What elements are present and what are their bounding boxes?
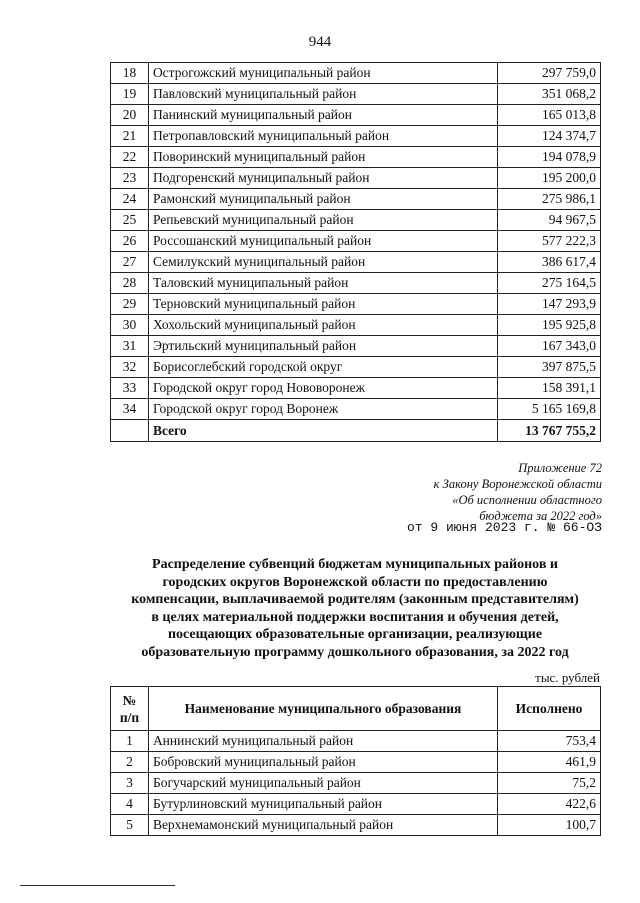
row-number: 26 (111, 231, 149, 252)
heading-line: образовательную программу дошкольного образования, за 2022 год (141, 644, 569, 660)
table-header-row (111, 687, 601, 731)
row-name: Семилукский муниципальный район (148, 252, 497, 273)
appendix-line: Приложение 72 (518, 461, 602, 475)
compensation-table (110, 686, 601, 836)
row-number: 23 (111, 168, 149, 189)
row-name: Рамонский муниципальный район (148, 189, 497, 210)
subsidy-table-continued (110, 62, 601, 442)
row-number: 33 (111, 378, 149, 399)
row-number: 25 (111, 210, 149, 231)
table-row (111, 357, 601, 378)
table-row (111, 63, 601, 84)
heading-line: в целях материальной поддержки воспитания и обучения детей, (151, 609, 559, 625)
total-number-cell (111, 420, 149, 442)
header-number-line1: № (122, 692, 137, 708)
row-value: 386 617,4 (498, 252, 601, 273)
row-name: Подгоренский муниципальный район (148, 168, 497, 189)
row-name: Эртильский муниципальный район (148, 336, 497, 357)
row-number: 30 (111, 315, 149, 336)
row-number: 21 (111, 126, 149, 147)
row-value: 94 967,5 (498, 210, 601, 231)
row-name: Россошанский муниципальный район (148, 231, 497, 252)
row-value: 147 293,9 (498, 294, 601, 315)
row-number: 28 (111, 273, 149, 294)
table1-body (111, 63, 601, 420)
row-number: 27 (111, 252, 149, 273)
row-name: Богучарский муниципальный район (148, 773, 497, 794)
total-value: 13 767 755,2 (498, 420, 601, 442)
appendix-note (434, 460, 602, 524)
row-number: 29 (111, 294, 149, 315)
row-value: 124 374,7 (498, 126, 601, 147)
row-value: 5 165 169,8 (498, 399, 601, 420)
row-name: Аннинский муниципальный район (148, 731, 497, 752)
table-row (111, 210, 601, 231)
header-name: Наименование муниципального образования (148, 687, 497, 731)
row-value: 275 164,5 (498, 273, 601, 294)
appendix-line: «Об исполнении областного (452, 493, 602, 507)
row-name: Верхнемамонский муниципальный район (148, 815, 497, 836)
row-name: Хохольский муниципальный район (148, 315, 497, 336)
row-value: 422,6 (498, 794, 601, 815)
table-row (111, 378, 601, 399)
row-number: 24 (111, 189, 149, 210)
row-value: 194 078,9 (498, 147, 601, 168)
row-value: 461,9 (498, 752, 601, 773)
row-name: Острогожский муниципальный район (148, 63, 497, 84)
table-row (111, 126, 601, 147)
row-number: 20 (111, 105, 149, 126)
row-number: 1 (111, 731, 149, 752)
table-row (111, 84, 601, 105)
row-name: Поворинский муниципальный район (148, 147, 497, 168)
row-name: Репьевский муниципальный район (148, 210, 497, 231)
header-number (111, 687, 149, 731)
row-value: 577 222,3 (498, 231, 601, 252)
table-row (111, 147, 601, 168)
row-name: Городской округ город Нововоронеж (148, 378, 497, 399)
total-label: Всего (148, 420, 497, 442)
table-row (111, 336, 601, 357)
table-row (111, 252, 601, 273)
table-row (111, 773, 601, 794)
heading-line: компенсации, выплачиваемой родителям (законным представителям) (131, 592, 579, 607)
row-name: Бутурлиновский муниципальный район (148, 794, 497, 815)
header-number-line2: п/п (119, 709, 140, 725)
row-name: Городской округ город Воронеж (148, 399, 497, 420)
row-value: 275 986,1 (498, 189, 601, 210)
header-value: Исполнено (498, 687, 601, 731)
row-name: Петропавловский муниципальный район (148, 126, 497, 147)
appendix-line: бюджета за 2022 год» (479, 509, 602, 523)
row-value: 158 391,1 (498, 378, 601, 399)
row-number: 2 (111, 752, 149, 773)
row-number: 31 (111, 336, 149, 357)
row-name: Бобровский муниципальный район (148, 752, 497, 773)
row-name: Терновский муниципальный район (148, 294, 497, 315)
row-number: 34 (111, 399, 149, 420)
footer-rule (20, 885, 175, 886)
appendix-line: к Закону Воронежской области (433, 477, 602, 491)
row-value: 75,2 (498, 773, 601, 794)
row-number: 22 (111, 147, 149, 168)
row-value: 167 343,0 (498, 336, 601, 357)
table-row (111, 315, 601, 336)
heading-line: посещающих образовательные организации, реализующие (167, 627, 543, 642)
table-row (111, 399, 601, 420)
table-row (111, 105, 601, 126)
table-row (111, 794, 601, 815)
page-number: 944 (308, 34, 332, 50)
row-number: 18 (111, 63, 149, 84)
table-row (111, 273, 601, 294)
row-name: Панинский муниципальный район (148, 105, 497, 126)
table-row (111, 231, 601, 252)
row-value: 297 759,0 (498, 63, 601, 84)
row-number: 4 (111, 794, 149, 815)
row-name: Павловский муниципальный район (148, 84, 497, 105)
row-value: 100,7 (498, 815, 601, 836)
units-label: тыс. рублей (535, 670, 600, 685)
table-row (111, 294, 601, 315)
row-value: 397 875,5 (498, 357, 601, 378)
decree-reference: от 9 июня 2023 г. № 66-ОЗ (406, 520, 602, 535)
row-number: 19 (111, 84, 149, 105)
row-value: 165 013,8 (498, 105, 601, 126)
table-row (111, 815, 601, 836)
row-value: 195 925,8 (498, 315, 601, 336)
table-row (111, 189, 601, 210)
heading-line: городских округов Воронежской области по предоставлению (162, 574, 548, 590)
row-name: Таловский муниципальный район (148, 273, 497, 294)
row-value: 753,4 (498, 731, 601, 752)
row-value: 195 200,0 (498, 168, 601, 189)
table-row (111, 731, 601, 752)
table2-body (111, 731, 601, 836)
document-heading (105, 556, 605, 661)
table-total-row (111, 420, 601, 442)
row-name: Борисоглебский городской округ (148, 357, 497, 378)
heading-line: Распределение субвенций бюджетам муниципальных районов и (152, 557, 558, 572)
table-row (111, 752, 601, 773)
row-number: 32 (111, 357, 149, 378)
row-value: 351 068,2 (498, 84, 601, 105)
row-number: 5 (111, 815, 149, 836)
table-row (111, 168, 601, 189)
row-number: 3 (111, 773, 149, 794)
